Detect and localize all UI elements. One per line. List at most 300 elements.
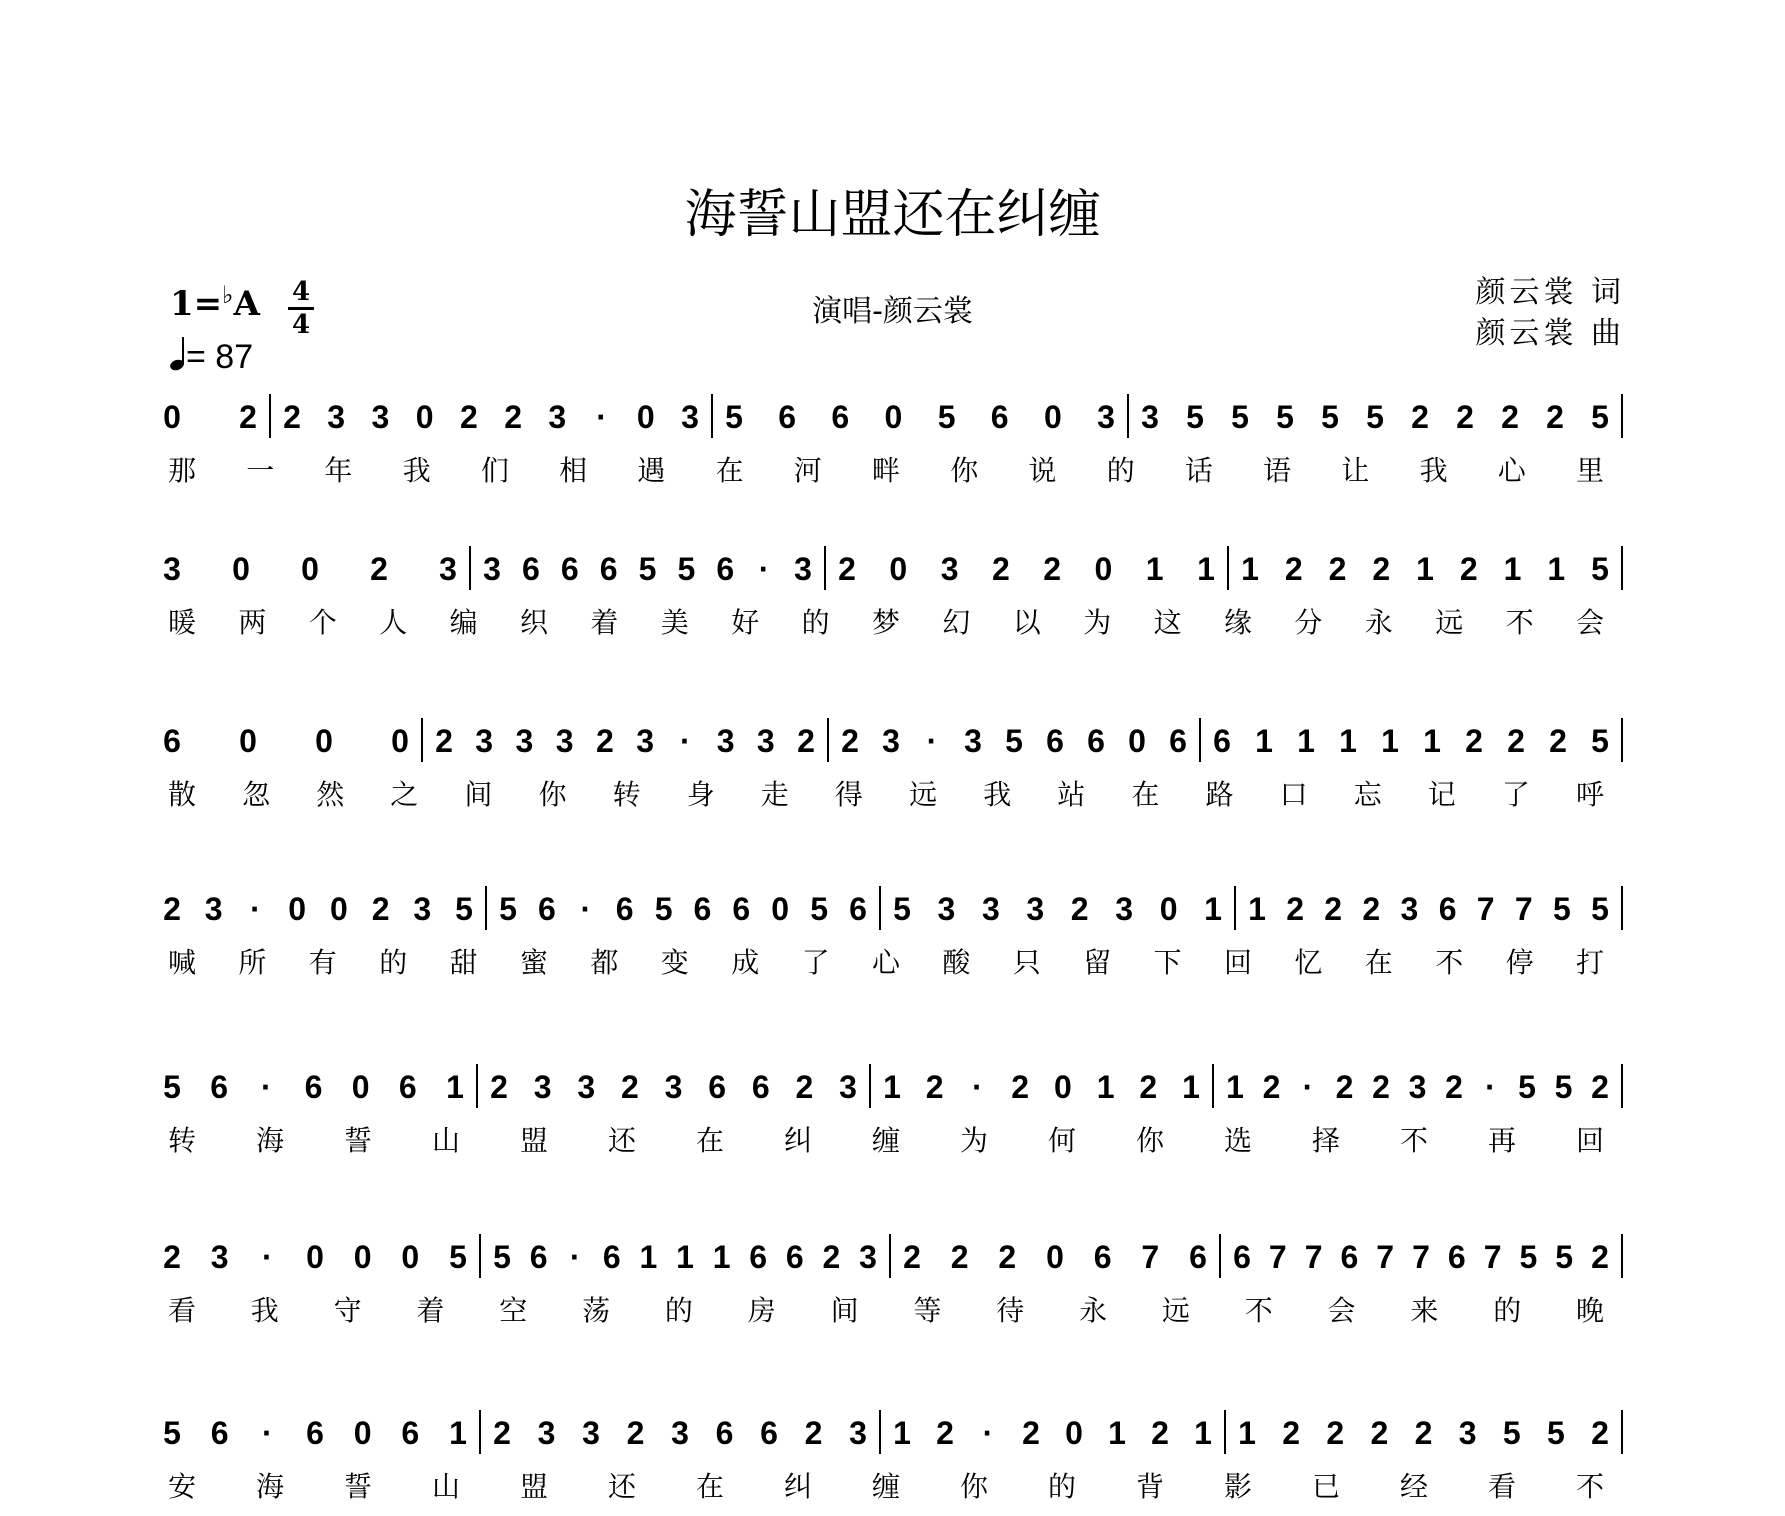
lyric-char: 盟 [519, 1470, 549, 1503]
lyric-char: 成 [731, 946, 760, 979]
lyric-char: 荡 [582, 1294, 611, 1327]
note-digit: 2 [838, 551, 856, 587]
note-digit: 0 [771, 891, 790, 927]
lyric-char: 纠 [783, 1124, 813, 1157]
lyric-char: 话 [1184, 454, 1213, 487]
note-digit: 3 [849, 1415, 867, 1451]
note-digit: 5 [638, 551, 657, 587]
note-digit: 7 [1304, 1239, 1323, 1275]
lyric-char: 下 [1153, 946, 1182, 979]
note-digit: 2 [1507, 723, 1525, 759]
lyric-char: 不 [1244, 1294, 1273, 1327]
note-digit: 5 [725, 399, 743, 435]
singer-credit: 演唱-颜云裳 [812, 294, 973, 329]
note-digit: 1 [893, 1415, 911, 1451]
note-digit: 6 [778, 399, 796, 435]
lyric-char: 缘 [1223, 606, 1253, 639]
note-digit: 3 [475, 723, 494, 759]
note-digit: 2 [1591, 1239, 1609, 1275]
lyric-char: 你 [538, 778, 567, 811]
lyric-char: 安 [167, 1470, 197, 1503]
note-digit: 6 [1438, 891, 1457, 927]
note-digit: 2 [1456, 399, 1474, 435]
note-digit: 6 [785, 1239, 804, 1275]
lyric-char: 以 [1012, 606, 1041, 639]
lyric-char: 梦 [871, 606, 901, 639]
note-digit: 5 [1518, 1069, 1536, 1105]
lyric-char: 远 [1435, 606, 1464, 639]
score-row [163, 546, 1622, 639]
note-digit: 1 [676, 1239, 694, 1275]
note-digit: 6 [715, 1415, 734, 1451]
lyric-char: 站 [1057, 778, 1086, 811]
note-digit: 1 [1297, 723, 1315, 759]
lyric-char: 只 [1012, 946, 1041, 979]
note-digit: 3 [555, 723, 574, 759]
note-digit: 2 [1139, 1069, 1158, 1105]
note-digit: 2 [1414, 1415, 1433, 1451]
lyric-char: 房 [747, 1294, 776, 1327]
note-digit: 0 [1128, 723, 1146, 759]
note-digit: 2 [1445, 1069, 1463, 1105]
lyric-char: 蜜 [519, 946, 549, 979]
note-digit: 1 [1238, 1415, 1256, 1451]
note-digit: 6 [1093, 1239, 1112, 1275]
note-digit: 2 [1070, 891, 1089, 927]
lyric-char: 海 [255, 1470, 285, 1503]
note-digit: 0 [391, 723, 409, 759]
note-digit: 2 [1043, 551, 1061, 587]
note-digit: 6 [210, 1069, 229, 1105]
composer-credit: 颜云裳 曲 [1475, 316, 1625, 351]
lyric-char: 晚 [1575, 1294, 1605, 1327]
lyric-char: 让 [1341, 454, 1370, 487]
note-digit: 1 [1194, 1415, 1212, 1451]
note-digit: 7 [1514, 891, 1533, 927]
lyric-char: 们 [480, 454, 509, 487]
note-digit: 0 [288, 891, 306, 927]
note-digit: 2 [371, 891, 390, 927]
lyric-char: 所 [238, 946, 267, 979]
note-digit: 7 [1268, 1239, 1287, 1275]
lyric-char: 守 [333, 1294, 362, 1327]
note-digit: 6 [716, 551, 735, 587]
lyric-char: 甜 [449, 946, 478, 979]
lyric-char: 的 [801, 606, 830, 639]
note-digit: 2 [950, 1239, 969, 1275]
note-digit: 0 [1046, 1239, 1064, 1275]
note-digit: 2 [1362, 891, 1381, 927]
lyric-char: 的 [1493, 1294, 1522, 1327]
lyric-char: 在 [1131, 778, 1160, 811]
note-digit: 3 [548, 399, 567, 435]
note-digit: 1 [1248, 891, 1266, 927]
lyric-char: 已 [1311, 1470, 1341, 1503]
note-digit: 6 [1213, 723, 1231, 759]
note-digit: 6 [1189, 1239, 1207, 1275]
note-digit: 5 [1591, 723, 1609, 759]
lyric-char: 不 [1435, 946, 1464, 979]
note-digit: 2 [841, 723, 859, 759]
lyric-char: 选 [1223, 1124, 1253, 1157]
lyric-char: 间 [464, 778, 493, 811]
lyric-char: 身 [686, 778, 715, 811]
note-digit: 3 [582, 1415, 600, 1451]
lyric-char: 得 [834, 778, 863, 811]
note-digit: 6 [599, 551, 618, 587]
note-digit: 6 [615, 891, 634, 927]
note-digit: 2 [1372, 551, 1391, 587]
note-digit: 5 [654, 891, 673, 927]
lyric-char: 我 [402, 454, 431, 487]
lyric-char: 不 [1575, 1470, 1605, 1503]
note-digit: 2 [1022, 1415, 1040, 1451]
lyric-char: 有 [308, 946, 337, 979]
lyric-char: 影 [1223, 1470, 1253, 1503]
note-digit: 3 [515, 723, 534, 759]
note-digit: 3 [1097, 399, 1115, 435]
lyric-char: 这 [1153, 606, 1182, 639]
note-digit: 5 [1502, 1415, 1521, 1451]
note-digit: 5 [499, 891, 517, 927]
lyric-char: 个 [308, 606, 337, 639]
note-digit: 5 [937, 399, 956, 435]
note-digit: 0 [301, 551, 319, 587]
note-digit: 2 [163, 891, 181, 927]
note-digit: 2 [460, 399, 478, 435]
lyric-char: 呼 [1575, 778, 1605, 811]
note-digit: 2 [1546, 399, 1564, 435]
note-digit: 2 [1286, 891, 1304, 927]
note-digit: 3 [1400, 891, 1419, 927]
note-digit: 7 [1376, 1239, 1395, 1275]
note-digit: 1 [1241, 551, 1259, 587]
lyric-char: 的 [379, 946, 408, 979]
note-digit: 0 [232, 551, 250, 587]
note-digit: 2 [1282, 1415, 1300, 1451]
lyric-char: 在 [1364, 946, 1393, 979]
song-title: 海誓山盟还在纠缠 [684, 185, 1101, 245]
dot-mark: · [926, 723, 938, 759]
lyric-char: 的 [1106, 454, 1135, 487]
lyric-char: 织 [519, 606, 549, 639]
note-digit: 6 [990, 399, 1009, 435]
note-digit: 2 [1411, 399, 1429, 435]
note-digit: 3 [937, 891, 956, 927]
lyric-char: 再 [1487, 1124, 1517, 1157]
lyric-char: 看 [1487, 1470, 1517, 1503]
note-digit: 3 [371, 399, 390, 435]
note-digit: 2 [163, 1239, 181, 1275]
note-digit: 3 [204, 891, 223, 927]
time-signature-bottom: 4 [291, 310, 311, 340]
lyric-char: 缠 [871, 1470, 901, 1503]
note-digit: 2 [435, 723, 453, 759]
note-digit: 6 [398, 1069, 417, 1105]
lyric-char: 遇 [637, 454, 666, 487]
lyric-char: 待 [996, 1294, 1025, 1327]
note-digit: 5 [455, 891, 473, 927]
dot-mark: · [1302, 1069, 1314, 1105]
note-digit: 3 [839, 1069, 857, 1105]
note-digit: 3 [1115, 891, 1133, 927]
note-digit: 0 [163, 399, 181, 435]
lyric-char: 山 [431, 1470, 461, 1503]
lyric-char: 你 [1135, 1124, 1165, 1157]
note-digit: 2 [493, 1415, 511, 1451]
note-digit: 0 [239, 723, 257, 759]
lyric-char: 盟 [519, 1124, 549, 1157]
dot-mark: · [679, 723, 691, 759]
note-digit: 0 [1094, 551, 1113, 587]
lyric-char: 两 [238, 606, 267, 639]
lyric-char: 还 [607, 1470, 637, 1503]
note-digit: 0 [415, 399, 434, 435]
note-digit: 3 [1458, 1415, 1477, 1451]
note-digit: 6 [602, 1239, 621, 1275]
note-digit: 3 [1141, 399, 1159, 435]
note-digit: 0 [401, 1239, 420, 1275]
note-digit: 2 [1326, 1415, 1345, 1451]
note-digit: 0 [306, 1239, 324, 1275]
note-digit: 2 [1591, 1415, 1609, 1451]
dot-mark: · [972, 1069, 983, 1105]
note-digit: 2 [1501, 399, 1519, 435]
note-digit: 5 [1366, 399, 1384, 435]
key-note: A [233, 284, 260, 324]
lyric-char: 纠 [783, 1470, 813, 1503]
note-digit: 1 [1416, 551, 1434, 587]
note-digit: 5 [1591, 399, 1609, 435]
note-digit: 3 [964, 723, 982, 759]
note-digit: 2 [903, 1239, 921, 1275]
note-digit: 2 [925, 1069, 944, 1105]
note-digit: 1 [1339, 723, 1357, 759]
score-row [163, 1064, 1622, 1157]
lyric-char: 留 [1083, 946, 1112, 979]
note-digit: 6 [749, 1239, 768, 1275]
note-digit: 5 [677, 551, 696, 587]
note-digit: 3 [664, 1069, 683, 1105]
lyric-char: 心 [1497, 454, 1526, 487]
note-digit: 5 [1321, 399, 1339, 435]
lyric-char: 缠 [871, 1124, 901, 1157]
lyric-char: 畔 [871, 454, 901, 487]
note-digit: 0 [636, 399, 655, 435]
lyric-char: 择 [1311, 1124, 1341, 1157]
note-digit: 0 [1065, 1415, 1083, 1451]
note-digit: 6 [538, 891, 556, 927]
lyric-char: 忽 [242, 778, 271, 811]
lyric-char: 在 [695, 1470, 725, 1503]
note-digit: 3 [882, 723, 900, 759]
note-digit: 5 [893, 891, 911, 927]
note-digit: 1 [446, 1069, 464, 1105]
lyric-char: 着 [590, 606, 619, 639]
note-digit: 3 [671, 1415, 689, 1451]
note-digit: 6 [1340, 1239, 1359, 1275]
note-digit: 2 [621, 1069, 639, 1105]
note-digit: 2 [626, 1415, 645, 1451]
lyric-char: 会 [1575, 606, 1605, 639]
note-digit: 2 [804, 1415, 823, 1451]
lyric-char: 会 [1327, 1294, 1356, 1327]
lyric-char: 语 [1263, 454, 1292, 487]
note-digit: 5 [1276, 399, 1294, 435]
lyric-char: 暖 [167, 606, 197, 639]
note-digit: 3 [794, 551, 812, 587]
lyric-char: 然 [316, 778, 345, 811]
lyric-char: 你 [950, 454, 979, 487]
note-digit: 0 [330, 891, 348, 927]
lyric-char: 回 [1575, 1124, 1605, 1157]
lyric-char: 了 [1501, 778, 1530, 811]
note-digit: 0 [351, 1069, 370, 1105]
note-digit: 0 [1044, 399, 1062, 435]
note-digit: 1 [1197, 551, 1215, 587]
note-digit: 3 [483, 551, 501, 587]
note-digit: 2 [1011, 1069, 1029, 1105]
note-digit: 6 [693, 891, 712, 927]
lyric-char: 不 [1399, 1124, 1429, 1157]
lyric-char: 那 [167, 454, 197, 487]
lyric-char: 喊 [167, 946, 197, 979]
note-digit: 6 [751, 1069, 770, 1105]
note-digit: 7 [1476, 891, 1495, 927]
lyric-char: 为 [1083, 606, 1112, 639]
note-digit: 5 [163, 1069, 181, 1105]
note-digit: 1 [1547, 551, 1566, 587]
note-digit: 2 [1328, 551, 1347, 587]
dot-mark: · [758, 551, 770, 587]
note-digit: 6 [560, 551, 579, 587]
lyric-char: 你 [959, 1470, 989, 1503]
lyric-char: 等 [913, 1294, 942, 1327]
lyric-char: 相 [559, 454, 588, 487]
note-digit: 1 [1255, 723, 1273, 759]
lyric-char: 分 [1294, 606, 1323, 639]
note-digit: 3 [210, 1239, 229, 1275]
note-digit: 2 [1262, 1069, 1281, 1105]
note-digit: 0 [889, 551, 908, 587]
note-digit: 5 [163, 1415, 181, 1451]
dot-mark: · [580, 891, 592, 927]
lyric-char: 美 [660, 606, 689, 639]
lyric-char: 山 [431, 1124, 461, 1157]
dot-mark: · [1485, 1069, 1496, 1105]
note-digit: 2 [1372, 1069, 1390, 1105]
note-digit: 6 [732, 891, 751, 927]
lyric-char: 路 [1205, 778, 1234, 811]
dot-mark: · [982, 1415, 994, 1451]
key-prefix: 1= [170, 284, 223, 324]
lyric-char: 经 [1399, 1470, 1429, 1503]
note-digit: 1 [1503, 551, 1522, 587]
note-digit: 2 [239, 399, 257, 435]
lyric-char: 永 [1364, 606, 1393, 639]
note-digit: 2 [936, 1415, 954, 1451]
note-digit: 1 [449, 1415, 467, 1451]
note-digit: 2 [797, 723, 815, 759]
note-digit: 1 [1204, 891, 1222, 927]
note-digit: 5 [449, 1239, 467, 1275]
note-digit: 2 [596, 723, 614, 759]
note-digit: 2 [1335, 1069, 1354, 1105]
note-digit: 7 [1412, 1239, 1430, 1275]
note-digit: 2 [1591, 1069, 1609, 1105]
note-digit: 5 [1554, 1069, 1573, 1105]
note-digit: 6 [1447, 1239, 1466, 1275]
note-digit: 0 [315, 723, 333, 759]
lyric-char: 好 [731, 606, 760, 639]
dot-mark: · [596, 399, 607, 435]
note-digit: 1 [1226, 1069, 1244, 1105]
lyric-char: 的 [1047, 1470, 1077, 1503]
note-digit: 5 [1186, 399, 1204, 435]
lyric-char: 间 [830, 1294, 859, 1327]
lyric-char: 打 [1575, 946, 1605, 979]
note-digit: 6 [831, 399, 850, 435]
note-digit: 6 [401, 1415, 420, 1451]
note-digit: 3 [533, 1069, 552, 1105]
lyric-char: 背 [1135, 1470, 1165, 1503]
note-digit: 1 [639, 1239, 658, 1275]
lyric-char: 里 [1575, 454, 1605, 487]
lyric-char: 说 [1028, 454, 1057, 487]
note-digit: 2 [795, 1069, 814, 1105]
note-digit: 3 [681, 399, 699, 435]
lyricist-credit: 颜云裳 词 [1475, 275, 1625, 310]
lyric-char: 了 [801, 946, 830, 979]
lyric-char: 来 [1410, 1294, 1439, 1327]
note-digit: 1 [1096, 1069, 1115, 1105]
note-digit: 3 [859, 1239, 877, 1275]
note-digit: 2 [1549, 723, 1567, 759]
note-digit: 5 [1591, 551, 1609, 587]
lyric-char: 着 [416, 1294, 445, 1327]
lyric-char: 转 [612, 778, 641, 811]
note-digit: 5 [1519, 1239, 1538, 1275]
note-digit: 3 [940, 551, 959, 587]
lyric-char: 酸 [942, 946, 971, 979]
note-digit: 3 [537, 1415, 556, 1451]
note-digit: 3 [327, 399, 346, 435]
note-digit: 0 [353, 1239, 372, 1275]
note-digit: 1 [712, 1239, 731, 1275]
score-row [163, 1410, 1622, 1503]
note-digit: 2 [283, 399, 301, 435]
lyric-char: 空 [499, 1294, 528, 1327]
lyric-char: 我 [1419, 454, 1448, 487]
note-digit: 5 [1591, 891, 1609, 927]
lyric-char: 为 [959, 1124, 989, 1157]
note-digit: 0 [1054, 1069, 1072, 1105]
note-digit: 7 [1141, 1239, 1160, 1275]
lyric-char: 心 [871, 946, 901, 979]
note-digit: 2 [1324, 891, 1343, 927]
lyric-char: 年 [324, 454, 353, 487]
note-digit: 2 [1465, 723, 1483, 759]
note-digit: 3 [982, 891, 1000, 927]
lyric-char: 散 [167, 778, 197, 811]
note-digit: 1 [1145, 551, 1164, 587]
lyric-char: 都 [590, 946, 619, 979]
flat-icon: ♭ [222, 281, 234, 309]
dot-mark: · [569, 1239, 581, 1275]
dot-mark: · [260, 1069, 272, 1105]
note-digit: 3 [163, 551, 181, 587]
lyric-char: 在 [695, 1124, 725, 1157]
